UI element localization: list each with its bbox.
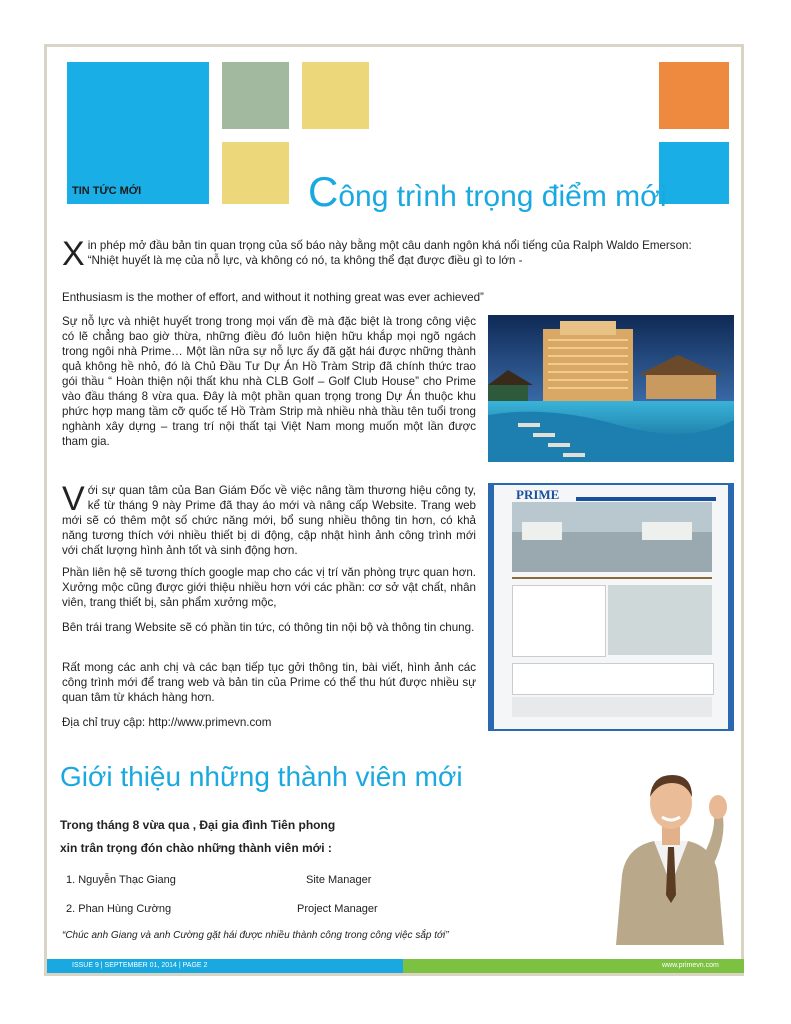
- footer-issue: ISSUE 9 | SEPTEMBER 01, 2014 | PAGE 2: [72, 962, 208, 969]
- footer-url: www.primevn.com: [662, 962, 719, 969]
- article2-p1-text: ới sự quan tâm của Ban Giám Đốc về việc nâng tầm thương hiệu công ty, kể từ tháng 9 này Prime đã thay áo mới và nâng cấp Website. Trang web mới sẽ có thêm một số chức năng mới, bổ sung nhiều thông tin hơn, có khả năng tương thích với nhiều thiết bị di động, cập nhật hình ảnh công trình mới với chất lượng hình ảnh tốt và sinh động hơn.: [62, 484, 476, 557]
- drop-cap-x: X: [62, 235, 85, 273]
- headline-cap: C: [308, 168, 339, 215]
- headline: [308, 168, 667, 216]
- yellow-square-bottom: [222, 142, 289, 204]
- blue-square-large: [67, 62, 209, 204]
- resort-photo: [488, 315, 734, 462]
- businessman-photo: [596, 765, 744, 945]
- sage-square: [222, 62, 289, 129]
- website-url: Địa chỉ truy cập: http://www.primevn.com: [62, 716, 272, 729]
- members-wish: “Chúc anh Giang và anh Cường gặt hái được nhiều thành công trong công việc sắp tới”: [62, 930, 449, 941]
- member-role-2: Project Manager: [297, 903, 378, 915]
- website-screenshot: [488, 483, 734, 731]
- members-line1: Trong tháng 8 vừa qua , Đại gia đình Tiên phong: [60, 818, 336, 832]
- members-title: Giới thiệu những thành viên mới: [60, 761, 463, 792]
- intro-text: in phép mở đầu bản tin quan trọng của số báo này bằng một câu danh ngôn khá nổi tiếng của Ralph Waldo Emerson:: [87, 239, 692, 252]
- headline-text: ông trình trọng điểm mới: [338, 180, 667, 213]
- section-tag: TIN TỨC MỚI: [72, 185, 142, 197]
- article2-p2: Phần liên hệ sẽ tương thích google map cho các vị trí văn phòng trực quan hơn. Xưởng mộc cũng được giới thiệu nhiều hơn với các phần: cơ sở vật chất, nhân viên, trang thiết bị, sản phẩm xưởng mộc,: [62, 566, 476, 609]
- quote-vi: “Nhiệt huyết là mẹ của nỗ lực, và không có nó, ta không thể đạt được điều gì to lớn -: [87, 254, 523, 267]
- orange-square: [659, 62, 729, 129]
- article1-intro: [62, 235, 738, 273]
- article2-p3: Bên trái trang Website sẽ có phần tin tức, có thông tin nội bộ và thông tin chung.: [62, 621, 475, 634]
- quote-en: Enthusiasm is the mother of effort, and without it nothing great was ever achieved”: [62, 291, 484, 304]
- member-role-1: Site Manager: [306, 874, 372, 886]
- yellow-square-top: [302, 62, 369, 129]
- drop-cap-v: V: [62, 480, 85, 518]
- members-line2: xin trân trọng đón chào những thành viên mới :: [60, 841, 332, 855]
- blue-square-small: [659, 142, 729, 204]
- website-logo: PRIME: [516, 487, 560, 502]
- member-name-1: 1. Nguyễn Thạc Giang: [66, 874, 176, 886]
- article2-p1: [62, 480, 476, 558]
- member-name-2: 2. Phan Hùng Cường: [66, 903, 172, 915]
- article1-body: Sự nỗ lực và nhiệt huyết trong trong mọi vấn đề mà đặc biệt là trong công việc có lẽ chẳng bao giờ thừa, những điều đó luôn hiện hữu khắp mọi ngõ ngách trong ngôi nhà Prime… Một lần nữa sự nỗ lực ấy đã gặt hái được những thành quả không hề nhỏ, đó là Chủ Đầu Tư Dự Án Hồ Tràm Strip đã chính thức trao gói thầu “ Hoàn thiện nội thất khu nhà CLB Golf – Golf Club House” cho Prime vào đầu tháng 8 vừa qua. Đây là một phần quan trọng trong Dự Án thuộc khu phức hợp mang tầm cỡ quốc tế Hồ Tràm Strip mà nhiều nhà thầu tên tuổi trong nghành xây dựng – trang trí nội thất tại Việt Nam mong muốn một lần được tham gia.: [62, 315, 476, 448]
- article2-p4: Rất mong các anh chị và các bạn tiếp tục gởi thông tin, bài viết, hình ảnh các công trình mới để trang web và bản tin của Prime có thể thu hút được nhiều sự quan tâm từ khách hàng hơn.: [62, 661, 476, 704]
